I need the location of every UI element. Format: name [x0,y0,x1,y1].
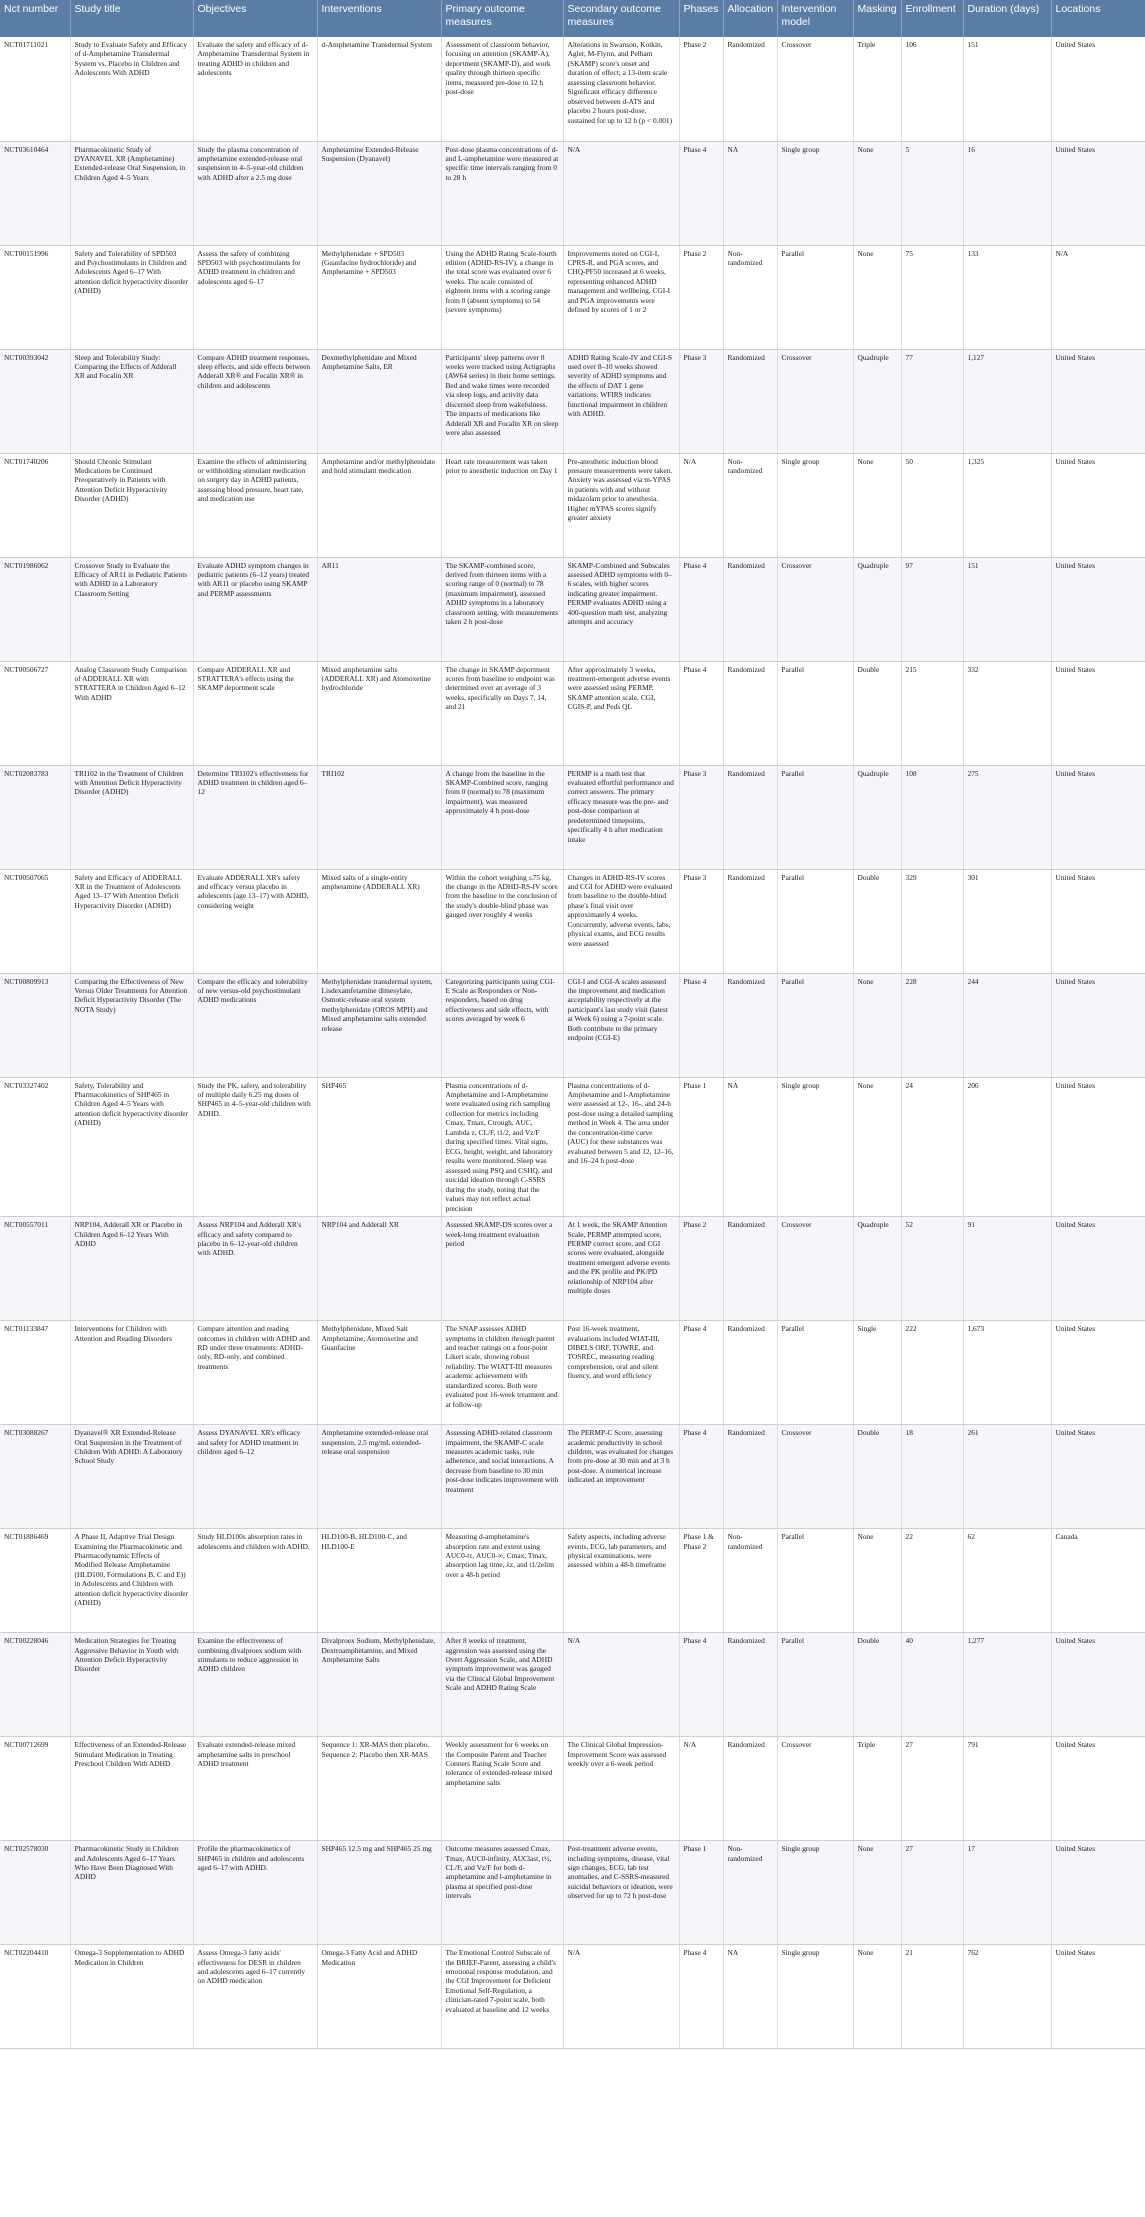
cell-allocation: Non-randomized [723,453,777,557]
header-duration: Duration (days) [963,0,1051,37]
cell-secondary-outcome: CGI-I and CGI-A scales assessed the improvement and medication acceptability respectively at the participant's last study visit (latest at Week 6) using a 7-point scale. Both contribute to the primary endpoint (CGI-E) [563,973,679,1077]
cell-intervention-model: Parallel [777,1529,853,1633]
cell-nct-number: NCT00557011 [0,1217,70,1321]
cell-secondary-outcome: PERMP is a math test that evaluated effortful performance and correct answers. The primary efficacy measure was the pre- and post-dose comparison at predetermined timepoints, specifically 4 h after medication intake [563,765,679,869]
cell-primary-outcome: Assessing ADHD-related classroom impairment, the SKAMP-C scale measures academic tasks, rule adherence, and social interactions. A decrease from baseline to 30 min post-dose indicates improvement with treatment [441,1425,563,1529]
cell-locations: United States [1051,661,1145,765]
cell-locations: United States [1051,1217,1145,1321]
cell-allocation: Randomized [723,765,777,869]
cell-masking: Quadruple [853,349,901,453]
cell-primary-outcome: The SNAP assesses ADHD symptoms in children through parent and teacher ratings on a four-point Likert scale, showing robust reliability. The WIATT-III measures academic achievement with standardized scores. Both were evaluated post 16-week treatment and at follow-up [441,1321,563,1425]
cell-intervention-model: Parallel [777,973,853,1077]
header-study-title: Study title [70,0,193,37]
cell-nct-number: NCT00809913 [0,973,70,1077]
cell-phases: Phase 3 [679,349,723,453]
cell-allocation: NA [723,1945,777,2049]
cell-enrollment: 22 [901,1529,963,1633]
cell-duration: 1,127 [963,349,1051,453]
cell-study-title: Dyanavel® XR Extended-Release Oral Suspension in the Treatment of Children With ADHD: A Laboratory School Study [70,1425,193,1529]
cell-masking: Single [853,1321,901,1425]
cell-intervention-model: Crossover [777,1737,853,1841]
cell-secondary-outcome: Post-treatment adverse events, including symptoms, disease, vital sign changes, ECG, lab test anomalies, and C-SSRS-measured suicidal behaviors or ideation, were observed for up to 72 h post-dose [563,1841,679,1945]
cell-locations: United States [1051,349,1145,453]
header-locations: Locations [1051,0,1145,37]
cell-objectives: Evaluate ADDERALL XR's safety and efficacy versus placebo in adolescents (age 13–17) with ADHD, considering weight [193,869,317,973]
cell-objectives: Study HLD100s absorption rates in adolescents and children with ADHD. [193,1529,317,1633]
cell-objectives: Compare ADDERALL XR and STRATTERA's effects using the SKAMP deportment scale [193,661,317,765]
cell-masking: Double [853,869,901,973]
cell-duration: 91 [963,1217,1051,1321]
cell-phases: Phase 4 [679,1633,723,1737]
cell-interventions: Methylphenidate + SPD503 (Guanfacine hydrochloride) and Amphetamine + SPD503 [317,245,441,349]
cell-interventions: SHP465 [317,1077,441,1217]
cell-study-title: Pharmacokinetic Study of DYANAVEL XR (Amphetamine) Extended-release Oral Suspension, in Children Aged 4–5 Years [70,141,193,245]
cell-objectives: Assess NRP104 and Adderall XR's efficacy and safety compared to placebo in 6–12-year-old children with ADHD. [193,1217,317,1321]
cell-intervention-model: Single group [777,453,853,557]
header-objectives: Objectives [193,0,317,37]
cell-secondary-outcome: The PERMP-C Score, assessing academic productivity in school children, was evaluated for changes from pre-dose at 30 min and at 3 h post-dose. A numerical increase indicated an improvement [563,1425,679,1529]
header-masking: Masking [853,0,901,37]
cell-nct-number: NCT00151996 [0,245,70,349]
cell-enrollment: 77 [901,349,963,453]
cell-secondary-outcome: Safety aspects, including adverse events, ECG, lab parameters, and physical examinations, were assessed within a 48-h timeframe [563,1529,679,1633]
cell-intervention-model: Crossover [777,349,853,453]
cell-study-title: Effectiveness of an Extended-Release Stimulant Medication in Treating Preschool Children With ADHD [70,1737,193,1841]
cell-interventions: HLD100-B, HLD100-C, and HLD100-E [317,1529,441,1633]
cell-primary-outcome: Outcome measures assessed Cmax, Tmax, AUC0-infinity, AUClast, t½, CL/F, and Vz/F for both d-amphetamine and l-amphetamine in plasma at specified post-dose intervals [441,1841,563,1945]
cell-allocation: Randomized [723,349,777,453]
cell-duration: 301 [963,869,1051,973]
header-secondary-outcome: Secondary outcome measures [563,0,679,37]
cell-duration: 244 [963,973,1051,1077]
cell-primary-outcome: Using the ADHD Rating Scale-fourth edition (ADHD-RS-IV), a change in the total score was evaluated over 6 weeks. The scale consisted of eighteen items with a scoring range from 0 (absent symptoms) to 54 (severe symptoms) [441,245,563,349]
cell-nct-number: NCT01986062 [0,557,70,661]
cell-enrollment: 27 [901,1737,963,1841]
cell-locations: United States [1051,973,1145,1077]
cell-phases: Phase 2 [679,245,723,349]
cell-interventions: Amphetamine extended-release oral suspension, 2.5 mg/mL extended-release oral suspension [317,1425,441,1529]
cell-allocation: Randomized [723,1633,777,1737]
cell-masking: Quadruple [853,1217,901,1321]
table-row [0,1737,1145,1841]
cell-masking: Triple [853,1737,901,1841]
cell-objectives: Compare attention and reading outcomes in children with ADHD and RD under three treatments: ADHD-only, RD-only, and combined treatments [193,1321,317,1425]
cell-secondary-outcome: After approximately 3 weeks, treatment-emergent adverse events were assessed using PERMP, SKAMP attention scale, CGI, CGIS-P, and Peds QL [563,661,679,765]
cell-secondary-outcome: SKAMP-Combined and Subscales assessed ADHD symptoms with 0–6 scales, with higher scores indicating greater impairment. PERMP evaluates ADHD using a 400-question math test, analyzing attempts and accuracy [563,557,679,661]
table-row [0,973,1145,1077]
cell-duration: 62 [963,1529,1051,1633]
cell-objectives: Assess the safety of combining SPD503 with psychostimulants for ADHD treatment in children and adolescents aged 6–17 [193,245,317,349]
cell-nct-number: NCT01133847 [0,1321,70,1425]
cell-locations: United States [1051,869,1145,973]
cell-secondary-outcome: N/A [563,141,679,245]
table-row [0,1321,1145,1425]
cell-nct-number: NCT02083783 [0,765,70,869]
table-row [0,1529,1145,1633]
cell-phases: Phase 4 [679,1321,723,1425]
cell-allocation: Randomized [723,1321,777,1425]
cell-duration: 1,277 [963,1633,1051,1737]
cell-study-title: A Phase II, Adaptive Trial Design Examining the Pharmacokinetic and Pharmacodynamic Effects of Modified Release Amphetamine (HLD100, Formulations B, C and E)) in Adolescents and Children with attention deficit hyperactivity disorder (ADHD) [70,1529,193,1633]
cell-objectives: Evaluate the safety and efficacy of d-Amphetamine Transdermal System in treating ADHD in children and adolescents [193,37,317,141]
cell-phases: Phase 2 [679,1217,723,1321]
cell-enrollment: 40 [901,1633,963,1737]
header-interventions: Interventions [317,0,441,37]
cell-secondary-outcome: Alterations in Swanson, Kotkin, Agler, M-Flynn, and Pelham (SKAMP) score's onset and duration of effect; a 13-item scale assessing classroom behavior. Significant efficacy difference observed between d-ATS and placebo 2 hours post-dose, sustained for up to 12 h (p < 0.001) [563,37,679,141]
cell-nct-number: NCT00393042 [0,349,70,453]
cell-enrollment: 215 [901,661,963,765]
cell-duration: 17 [963,1841,1051,1945]
cell-masking: None [853,1841,901,1945]
cell-phases: Phase 4 [679,1425,723,1529]
cell-duration: 332 [963,661,1051,765]
cell-enrollment: 5 [901,141,963,245]
cell-masking: None [853,1529,901,1633]
cell-primary-outcome: Plasma concentrations of d-Amphetamine and l-Amphetamine were evaluated using rich sampling collection for metrics including Cmax, Tmax, Ctrough, AUC, Lambda z, CL/F, t1/2, and Vz/F during specified times. Vital signs, ECG, height, weight, and laboratory results were monitored. Sleep was assessed using PSQ and CSHQ, and suicidal ideation through C-SSRS during the study, noting that the values may not reflect actual precision [441,1077,563,1217]
cell-nct-number: NCT00506727 [0,661,70,765]
header-allocation: Allocation [723,0,777,37]
cell-secondary-outcome: The Clinical Global Impression-Improvement Score was assessed weekly over a 6-week period [563,1737,679,1841]
cell-nct-number: NCT00228046 [0,1633,70,1737]
cell-locations: United States [1051,765,1145,869]
header-phases: Phases [679,0,723,37]
cell-secondary-outcome: Pre-anesthetic induction blood pressure measurements were taken. Anxiety was assessed via m-YPAS in patients with and without midazolam prior to anesthesia. Higher mYPAS scores signify greater anxiety [563,453,679,557]
cell-study-title: TRI102 in the Treatment of Children with Attention Deficit Hyperactivity Disorder (ADHD) [70,765,193,869]
cell-locations: United States [1051,1945,1145,2049]
cell-phases: Phase 4 [679,1945,723,2049]
cell-phases: Phase 4 [679,661,723,765]
table-row [0,1633,1145,1737]
cell-intervention-model: Parallel [777,869,853,973]
cell-phases: Phase 3 [679,765,723,869]
table-row [0,765,1145,869]
cell-masking: None [853,1077,901,1217]
cell-interventions: Mixed salts of a single-entity amphetamine (ADDERALL XR) [317,869,441,973]
cell-masking: None [853,973,901,1077]
cell-duration: 261 [963,1425,1051,1529]
table-row [0,869,1145,973]
cell-study-title: Safety, Tolerability and Pharmacokinetics of SHP465 in Children Aged 4–5 Years with attention deficit hyperactivity disorder (ADHD) [70,1077,193,1217]
cell-primary-outcome: The Emotional Control Subscale of the BRIEF-Parent, assessing a child's emotional response modulation, and the CGI Improvement for Deficient Emotional Self-Regulation, a clinician-rated 7-point scale, both evaluated at baseline and 12 weeks [441,1945,563,2049]
table-row [0,1425,1145,1529]
cell-enrollment: 329 [901,869,963,973]
table-row [0,245,1145,349]
header-row [0,0,1145,37]
table-row [0,349,1145,453]
table-row [0,557,1145,661]
table-row [0,1945,1145,2049]
cell-objectives: Study the PK, safety, and tolerability of multiple daily 6.25 mg doses of SHP465 in 4–5-year-old children with ADHD. [193,1077,317,1217]
cell-phases: Phase 4 [679,141,723,245]
cell-locations: United States [1051,37,1145,141]
cell-secondary-outcome: At 1 week, the SKAMP Attention Scale, PERMP attempted score, PERMP correct score, and CGI scores were evaluated, alongside treatment emergent adverse events and the PK profile and PK/PD relationship of NRP104 after multiple doses [563,1217,679,1321]
cell-nct-number: NCT03088267 [0,1425,70,1529]
cell-intervention-model: Single group [777,1841,853,1945]
cell-enrollment: 75 [901,245,963,349]
cell-locations: United States [1051,1633,1145,1737]
cell-secondary-outcome: N/A [563,1945,679,2049]
cell-secondary-outcome: Plasma concentrations of d-Amphetamine and l-Amphetamine were assessed at 12-, 16-, and 24-h post-dose using a detailed sampling method in Week 4. The area under the concentration-time curve (AUC) for these substances was evaluated between 5 and 12, 12–16, and 16–24 h post-dose [563,1077,679,1217]
cell-intervention-model: Crossover [777,1425,853,1529]
cell-objectives: Compare the efficacy and tolerability of new versus-old psychostimulant ADHD medications [193,973,317,1077]
table-row [0,661,1145,765]
cell-masking: Double [853,661,901,765]
cell-allocation: Randomized [723,557,777,661]
cell-allocation: Randomized [723,869,777,973]
cell-secondary-outcome: Improvements noted on CGI-I, CPRS-R, and PGA scores, and CHQ-PF50 increased at 6 weeks, representing enhanced ADHD management and wellbeing. CGI-I and PGA improvements were defined by scores of 1 or 2 [563,245,679,349]
cell-objectives: Assess Omega-3 fatty acids' effectiveness for DESR in children and adolescents aged 6–17 currently on ADHD medication [193,1945,317,2049]
cell-primary-outcome: Weekly assessment for 6 weeks on the Composite Parent and Teacher Conners Rating Scale Score and tolerance of extended-release mixed amphetamine salts [441,1737,563,1841]
cell-primary-outcome: Assessed SKAMP-DS scores over a week-long treatment evaluation period [441,1217,563,1321]
cell-nct-number: NCT01886469 [0,1529,70,1633]
cell-enrollment: 27 [901,1841,963,1945]
cell-primary-outcome: A change from the baseline in the SKAMP-Combined score, ranging from 0 (normal) to 78 (maximum impairment), was measured approximately 4 h post-dose [441,765,563,869]
cell-allocation: Randomized [723,661,777,765]
cell-study-title: Should Chronic Stimulant Medications be Continued Preoperatively in Patients with Attention Deficit Hyperactivity Disorder (ADHD) [70,453,193,557]
cell-interventions: Dexmethylphenidate and Mixed Amphetamine Salts, ER [317,349,441,453]
cell-objectives: Evaluate extended-release mixed amphetamine salts in preschool ADHD treatment [193,1737,317,1841]
cell-interventions: Methylphenidate transdermal system, Lisdexamfetamine dimesylate, Osmotic-release oral system methylphenidate (OROS MPH) and Mixed amphetamine salts extended release [317,973,441,1077]
cell-study-title: Sleep and Tolerability Study: Comparing the Effects of Adderall XR and Focalin XR [70,349,193,453]
cell-primary-outcome: The change in SKAMP deportment scores from baseline to endpoint was determined over an average of 3 weeks, specifically on Days 7, 14, and 21 [441,661,563,765]
cell-allocation: Randomized [723,1737,777,1841]
cell-study-title: Omega-3 Supplementation to ADHD Medication in Children [70,1945,193,2049]
cell-phases: Phase 1 [679,1841,723,1945]
cell-study-title: Safety and Tolerability of SPD503 and Psychostimulants in Children and Adolescents Aged 6–17 With attention deficit hyperactivity disorder (ADHD) [70,245,193,349]
cell-interventions: TRI102 [317,765,441,869]
cell-masking: None [853,245,901,349]
cell-phases: Phase 1 [679,1077,723,1217]
cell-secondary-outcome: Changes in ADHD-RS-IV scores and CGI for ADHD were evaluated from baseline to the double-blind phase's final visit over approximately 4 weeks. Concurrently, adverse events, labs, physical exams, and ECG results were assessed [563,869,679,973]
cell-masking: Double [853,1633,901,1737]
cell-secondary-outcome: N/A [563,1633,679,1737]
cell-intervention-model: Parallel [777,765,853,869]
cell-phases: N/A [679,1737,723,1841]
cell-interventions: Sequence 1: XR-MAS then placebo. Sequence 2: Placebo then XR-MAS [317,1737,441,1841]
cell-interventions: NRP104 and Adderall XR [317,1217,441,1321]
header-nct-number: Nct number [0,0,70,37]
cell-interventions: Amphetamine Extended-Release Suspension (Dyanavel) [317,141,441,245]
cell-allocation: Randomized [723,1425,777,1529]
cell-study-title: Analog Classroom Study Comparison of ADDERALL XR with STRATTERA in Children Aged 6–12 With ADHD [70,661,193,765]
cell-objectives: Study the plasma concentration of amphetamine extended-release oral suspension in 4–5-year-old children with ADHD after a 2.5 mg dose [193,141,317,245]
cell-study-title: Comparing the Effectiveness of New Versus Older Treatments for Attention Deficit Hyperactivity Disorder (The NOTA Study) [70,973,193,1077]
cell-objectives: Examine the effectiveness of combining divalproex sodium with stimulants to reduce aggression in ADHD children [193,1633,317,1737]
cell-allocation: Non-randomized [723,1841,777,1945]
cell-intervention-model: Parallel [777,1321,853,1425]
cell-objectives: Assess DYANAVEL XR's efficacy and safety for ADHD treatment in children aged 6–12 [193,1425,317,1529]
cell-duration: 151 [963,557,1051,661]
cell-intervention-model: Single group [777,1945,853,2049]
cell-enrollment: 18 [901,1425,963,1529]
cell-interventions: d-Amphetamine Transdermal System [317,37,441,141]
cell-interventions: Mixed amphetamine salts (ADDERALL XR) and Atomoxetine hydrochloride [317,661,441,765]
cell-primary-outcome: Heart rate measurement was taken prior to anesthetic induction on Day 1 [441,453,563,557]
cell-nct-number: NCT00507065 [0,869,70,973]
table-row [0,453,1145,557]
cell-intervention-model: Single group [777,141,853,245]
cell-interventions: Divalproex Sodium, Methylphenidate, Dextroamphetamine, and Mixed Amphetamine Salts [317,1633,441,1737]
cell-primary-outcome: Categorizing participants using CGI-E Scale as Responders or Non-responders, based on drug effectiveness and side effects, with scores averaged by week 6 [441,973,563,1077]
cell-objectives: Evaluate ADHD symptom changes in pediatric patients (6–12 years) treated with AR11 or placebo using SKAMP and PERMP assessments [193,557,317,661]
cell-locations: United States [1051,1321,1145,1425]
cell-duration: 133 [963,245,1051,349]
cell-interventions: AR11 [317,557,441,661]
cell-masking: None [853,453,901,557]
cell-primary-outcome: Participants' sleep patterns over 8 weeks were tracked using Actigraphs (AW64 series) in their home settings. Bed and wake times were recorded via sleep logs, and activity data discerned sleep from wakefulness. The impacts of medications like Adderall XR and Focalin XR on sleep were also assessed [441,349,563,453]
cell-masking: None [853,1945,901,2049]
cell-interventions: Methylphenidate, Mixed Salt Amphetamine, Atomoxetine and Guanfacine [317,1321,441,1425]
cell-allocation: Randomized [723,37,777,141]
cell-locations: United States [1051,557,1145,661]
cell-intervention-model: Crossover [777,557,853,661]
cell-intervention-model: Crossover [777,1217,853,1321]
cell-phases: Phase 2 [679,37,723,141]
cell-phases: Phase 4 [679,557,723,661]
cell-nct-number: NCT03327402 [0,1077,70,1217]
cell-allocation: NA [723,141,777,245]
cell-study-title: Interventions for Children with Attention and Reading Disorders [70,1321,193,1425]
cell-locations: United States [1051,453,1145,557]
cell-nct-number: NCT00712699 [0,1737,70,1841]
cell-locations: United States [1051,141,1145,245]
cell-secondary-outcome: ADHD Rating Scale-IV and CGI-S used over 8–10 weeks showed severity of ADHD symptoms and the effects of DAT 1 gene variations. WFIRS indicates functional impairment in children with ADHD. [563,349,679,453]
cell-intervention-model: Crossover [777,37,853,141]
cell-primary-outcome: Assessment of classroom behavior, focusing on attention (SKAMP-A), deportment (SKAMP-D), and work quality through thirteen specific items, measured pre-dose to 12 h post-dose [441,37,563,141]
cell-phases: Phase 3 [679,869,723,973]
table-row [0,1217,1145,1321]
cell-duration: 762 [963,1945,1051,2049]
cell-duration: 1,673 [963,1321,1051,1425]
cell-interventions: Amphetamine and/or methylphenidate and hold stimulant medication [317,453,441,557]
cell-allocation: Randomized [723,973,777,1077]
cell-enrollment: 52 [901,1217,963,1321]
cell-study-title: NRP104, Adderall XR or Placebo in Children Aged 6–12 Years With ADHD [70,1217,193,1321]
cell-masking: Double [853,1425,901,1529]
table-row [0,1841,1145,1945]
cell-duration: 206 [963,1077,1051,1217]
cell-locations: Canada [1051,1529,1145,1633]
cell-duration: 1,325 [963,453,1051,557]
cell-primary-outcome: Post-dose plasma concentrations of d- and L-amphetamine were measured at specific time intervals ranging from 0 to 28 h [441,141,563,245]
cell-allocation: Non-randomized [723,1529,777,1633]
cell-study-title: Study to Evaluate Safety and Efficacy of d-Amphetamine Transdermal System vs. Placebo in Children and Adolescents With ADHD [70,37,193,141]
cell-enrollment: 24 [901,1077,963,1217]
cell-objectives: Profile the pharmacokinetics of SHP465 in children and adolescents aged 6–17 with ADHD. [193,1841,317,1945]
cell-nct-number: NCT02204410 [0,1945,70,2049]
cell-study-title: Pharmacokinetic Study in Children and Adolescents Aged 6–17 Years Who Have Been Diagnosed With ADHD [70,1841,193,1945]
cell-nct-number: NCT03610464 [0,141,70,245]
cell-primary-outcome: After 8 weeks of treatment, aggression was assessed using the Overt Aggression Scale, and ADHD symptom improvement was gauged via the Clinical Global Improvement Scale and ADHD Rating Scale [441,1633,563,1737]
table-row [0,141,1145,245]
cell-enrollment: 50 [901,453,963,557]
cell-nct-number: NCT01711021 [0,37,70,141]
cell-enrollment: 228 [901,973,963,1077]
cell-secondary-outcome: Post 16-week treatment, evaluations included WIAT-III, DIBELS ORF, TOWRE, and TOSREC, measuring reading comprehension, oral and silent fluency, and word efficiency [563,1321,679,1425]
cell-objectives: Examine the effects of administering or withholding stimulant medication on surgery day in ADHD patients, assessing blood pressure, heart rate, and medication use [193,453,317,557]
cell-phases: N/A [679,453,723,557]
cell-allocation: NA [723,1077,777,1217]
table-row [0,1077,1145,1217]
cell-masking: Quadruple [853,765,901,869]
cell-masking: Triple [853,37,901,141]
cell-masking: Quadruple [853,557,901,661]
cell-enrollment: 97 [901,557,963,661]
cell-enrollment: 21 [901,1945,963,2049]
cell-objectives: Determine TRI102's effectiveness for ADHD treatment in children aged 6–12 [193,765,317,869]
header-enrollment: Enrollment [901,0,963,37]
cell-locations: United States [1051,1737,1145,1841]
cell-allocation: Non-randomized [723,245,777,349]
cell-locations: United States [1051,1841,1145,1945]
cell-locations: United States [1051,1077,1145,1217]
cell-enrollment: 222 [901,1321,963,1425]
cell-duration: 16 [963,141,1051,245]
cell-locations: United States [1051,1425,1145,1529]
cell-primary-outcome: The SKAMP-combined score, derived from thirteen items with a scoring range of 0 (normal) to 78 (maximum impairment), assessed ADHD symptoms in a laboratory classroom setting, with measurements taken 2 h post-dose [441,557,563,661]
cell-nct-number: NCT01740206 [0,453,70,557]
cell-enrollment: 108 [901,765,963,869]
cell-duration: 151 [963,37,1051,141]
header-intervention-model: Intervention model [777,0,853,37]
cell-enrollment: 106 [901,37,963,141]
cell-nct-number: NCT02578030 [0,1841,70,1945]
cell-intervention-model: Parallel [777,245,853,349]
header-primary-outcome: Primary outcome measures [441,0,563,37]
cell-interventions: SHP465 12.5 mg and SHP465 25 mg [317,1841,441,1945]
cell-locations: N/A [1051,245,1145,349]
cell-duration: 791 [963,1737,1051,1841]
cell-duration: 275 [963,765,1051,869]
cell-study-title: Safety and Efficacy of ADDERALL XR in the Treatment of Adolescents Aged 13–17 With Attention Deficit Hyperactivity Disorder (ADHD) [70,869,193,973]
table-row [0,37,1145,141]
cell-intervention-model: Parallel [777,1633,853,1737]
cell-intervention-model: Parallel [777,661,853,765]
cell-allocation: Randomized [723,1217,777,1321]
cell-primary-outcome: Measuring d-amphetamine's absorption rate and extent using AUC0-tτ, AUC0-∞, Cmax, Tmax, absorption lag time, λz, and t1/2elim over a 48-h period [441,1529,563,1633]
cell-study-title: Crossover Study to Evaluate the Efficacy of AR11 in Pediatric Patients with ADHD in a Laboratory Classroom Setting [70,557,193,661]
cell-primary-outcome: Within the cohort weighing ≤75 kg, the change in the ADHD-RS-IV score from the baseline to the conclusion of the study's double-blind phase was gauged over roughly 4 weeks [441,869,563,973]
cell-intervention-model: Single group [777,1077,853,1217]
cell-interventions: Omega-3 Fatty Acid and ADHD Medication [317,1945,441,2049]
cell-phases: Phase 1 & Phase 2 [679,1529,723,1633]
cell-objectives: Compare ADHD treatment responses, sleep effects, and side effects between Adderall XR® and Focalin XR® in children and adolescents [193,349,317,453]
cell-study-title: Medication Strategies for Treating Aggressive Behavior in Youth with Attention Deficit Hyperactivity Disorder [70,1633,193,1737]
cell-phases: Phase 4 [679,973,723,1077]
cell-masking: None [853,141,901,245]
